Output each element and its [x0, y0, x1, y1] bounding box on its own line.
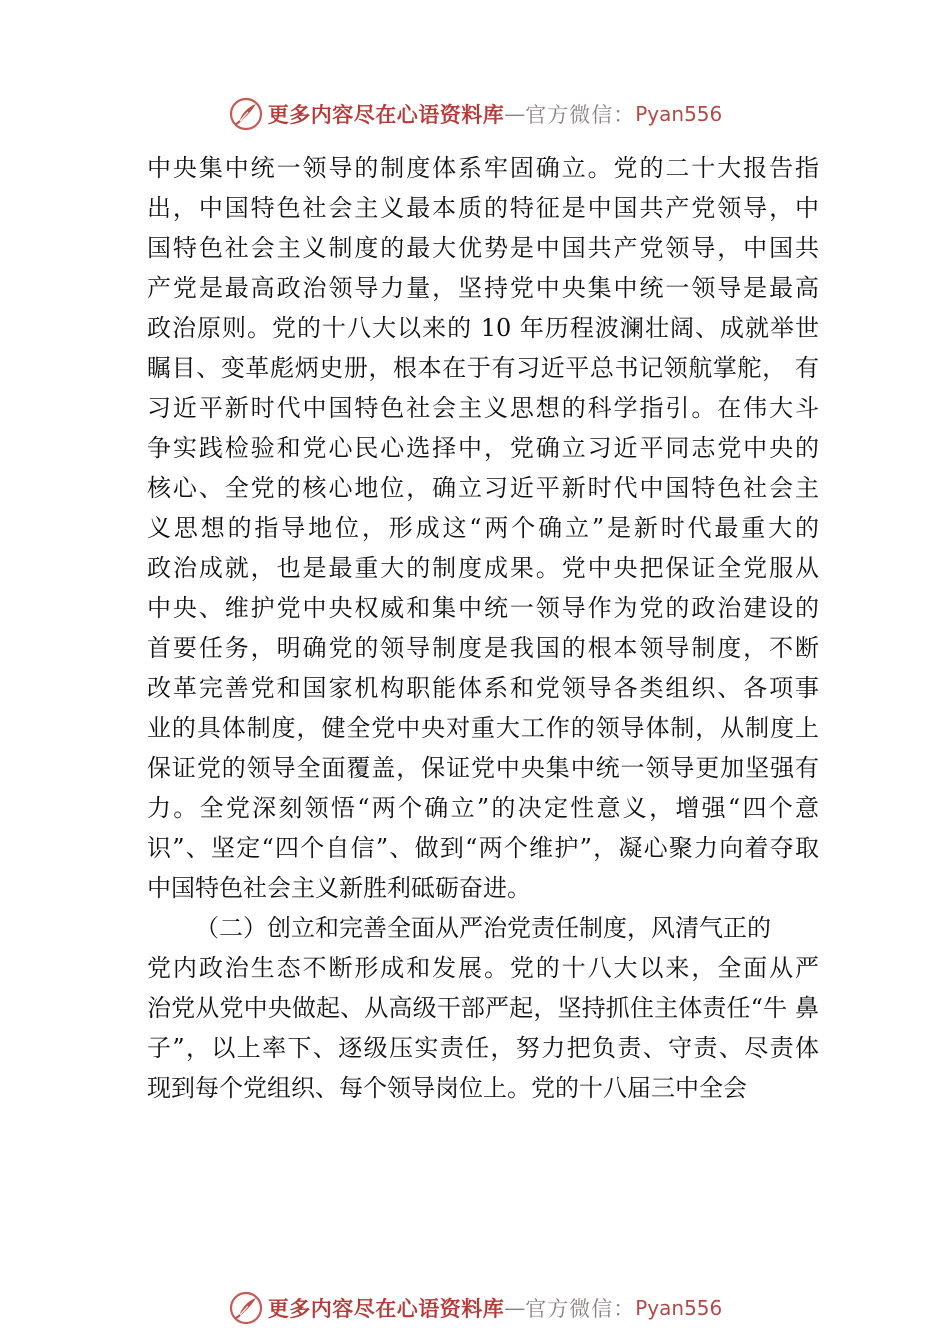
body-line: 中央、维护党中央权威和集中统一领导作为党的政治建设的 [147, 594, 819, 622]
body-line: 核心、全党的核心地位，确立习近平新时代中国特色社会主 [147, 474, 819, 502]
body-line: 首要任务，明确党的领导制度是我国的根本领导制度，不断 [147, 634, 819, 662]
watermark-label: 官方微信： [525, 103, 636, 127]
body-line: 产党是最高政治领导力量，坚持党中央集中统一领导是最高 [147, 274, 819, 302]
body-line: 政治成就，也是最重大的制度成果。党中央把保证全党服从 [147, 554, 819, 582]
watermark-label: 官方微信： [525, 1297, 636, 1321]
body-line: 业的具体制度，健全党中央对重大工作的领导体制，从制度上 [147, 714, 819, 742]
body-line: 现到每个党组织、每个领导岗位上。党的十八届三中全会 [147, 1074, 747, 1102]
body-line: 争实践检验和党心民心选择中，党确立习近平同志党中央的 [147, 434, 819, 462]
body-line: 力。全党深刻领悟“两个确立”的决定性意义，增强“四个意 [147, 794, 819, 822]
paragraph-end-line: 中国特色社会主义新胜利砥砺奋进。 [147, 874, 531, 902]
body-line: 瞩目、变革彪炳史册，根本在于有习近平总书记领航掌舵， 有 [147, 354, 819, 382]
watermark-dash: — [504, 102, 526, 126]
body-line: 识”、坚定“四个自信”、做到“两个维护”，凝心聚力向着夺取 [147, 834, 819, 862]
watermark-dash: — [504, 1296, 526, 1320]
section-heading-line: （二）创立和完善全面从严治党责任制度，风清气正的 [195, 914, 771, 942]
watermark-wechat-id: Pyan556 [635, 102, 723, 126]
watermark-banner-bottom [0, 1288, 950, 1328]
body-line: 保证党的领导全面覆盖，保证党中央集中统一领导更加坚强有 [147, 754, 819, 782]
watermark-brand-text: 更多内容尽在心语资料库 [267, 102, 505, 127]
watermark-wechat-id: Pyan556 [635, 1296, 723, 1320]
document-body [147, 148, 819, 1108]
watermark-brand-text: 更多内容尽在心语资料库 [267, 1296, 505, 1321]
body-line: 改革完善党和国家机构职能体系和党领导各类组织、各项事 [147, 674, 819, 702]
body-line: 治党从党中央做起、从高级干部严起，坚持抓住主体责任“牛 鼻 [147, 994, 819, 1022]
body-line: 习近平新时代中国特色社会主义思想的科学指引。在伟大斗 [147, 394, 819, 422]
body-line: 中央集中统一领导的制度体系牢固确立。党的二十大报告指 [147, 154, 819, 182]
body-line: 子”，以上率下、逐级压实责任，努力把负责、守责、尽责体 [147, 1034, 819, 1062]
watermark-banner-top [0, 94, 950, 134]
body-line: 政治原则。党的十八大以来的 10 年历程波澜壮阔、成就举世 [147, 314, 819, 342]
quill-pen-logo-icon [228, 1290, 264, 1326]
body-line: 义思想的指导地位，形成这“两个确立”是新时代最重大的 [147, 514, 819, 542]
quill-pen-logo-icon [228, 96, 264, 132]
body-line: 国特色社会主义制度的最大优势是中国共产党领导，中国共 [147, 234, 819, 262]
body-line: 党内政治生态不断形成和发展。党的十八大以来，全面从严 [147, 954, 819, 982]
body-line: 出，中国特色社会主义最本质的特征是中国共产党领导，中 [147, 194, 819, 222]
